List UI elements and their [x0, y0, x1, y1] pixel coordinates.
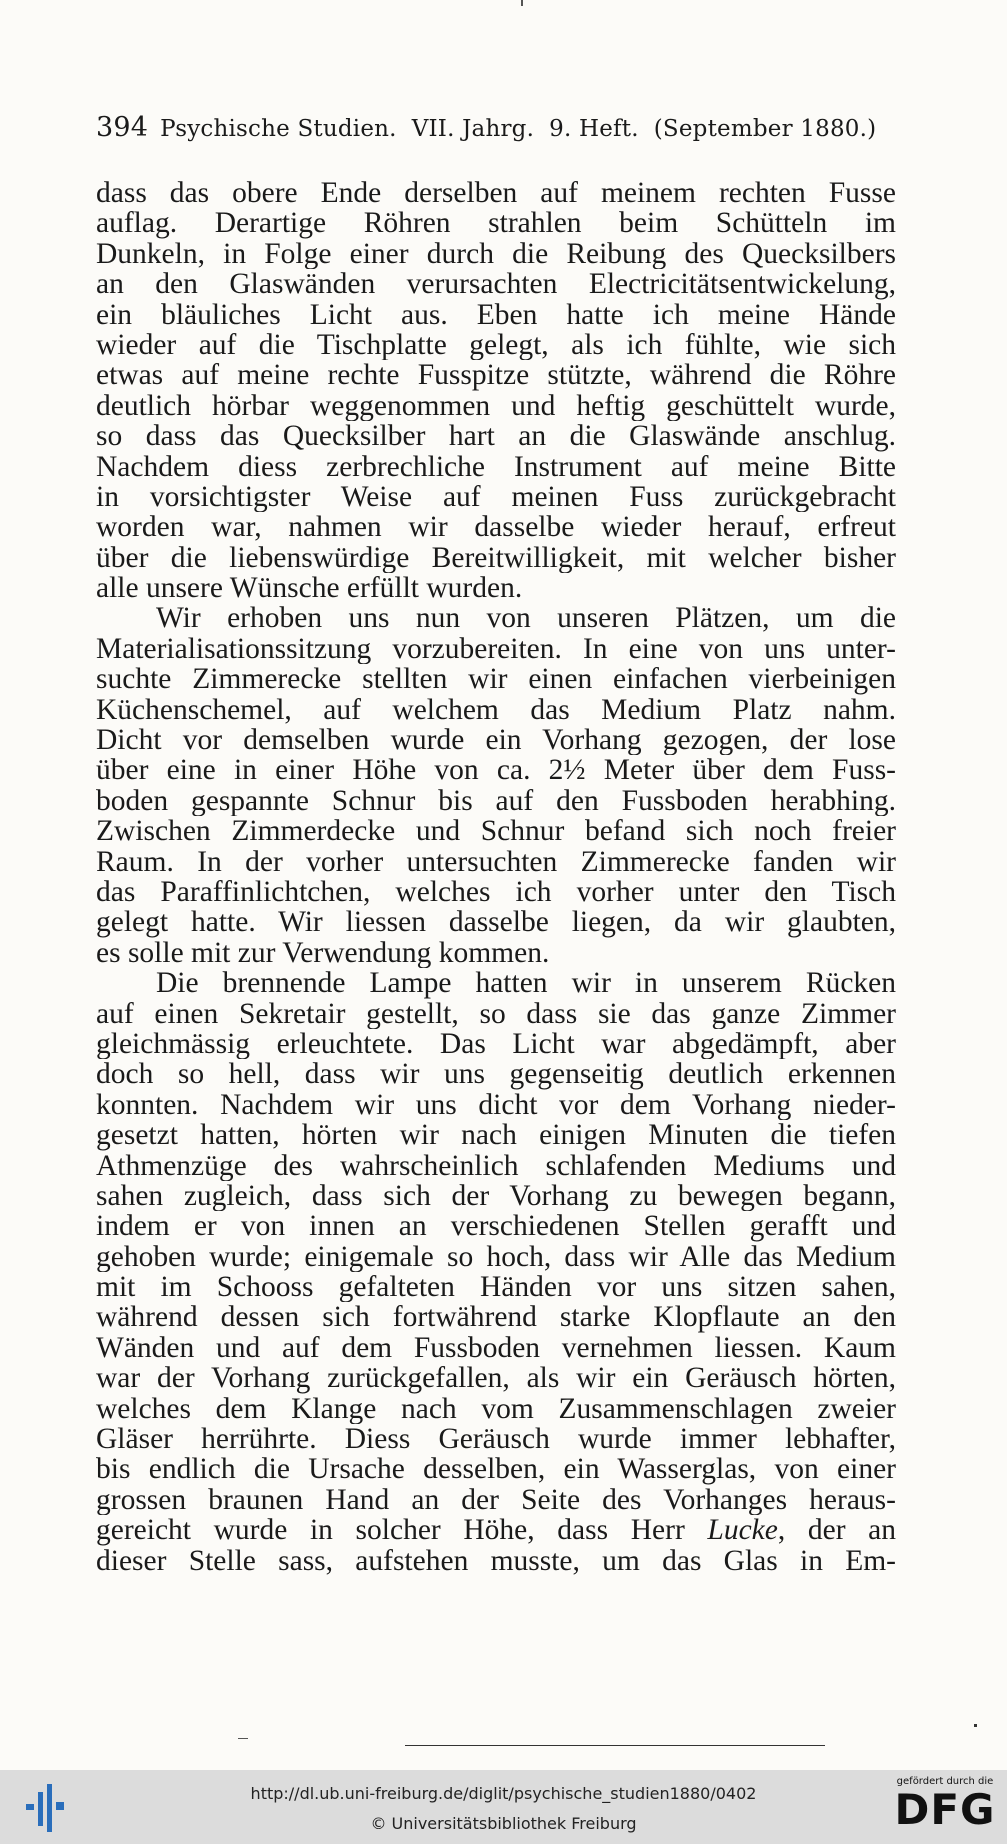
dfg-logo-text: DFG	[894, 1785, 996, 1834]
text-line: während dessen sich fortwährend starke Klopflaute an den	[96, 1302, 896, 1333]
text-line: über eine in einer Höhe von ca. 2½ Meter über dem Fuss-	[96, 755, 896, 786]
text-line: gelegt hatte. Wir liessen dasselbe liegen, da wir glaubten,	[96, 907, 896, 938]
text-line: dieser Stelle sass, aufstehen musste, um das Glas in Em-	[96, 1545, 896, 1576]
text-line: gleichmässig erleuchtete. Das Licht war abgedämpft, aber	[96, 1028, 896, 1060]
text-line: gesetzt hatten, hörten wir nach einigen Minuten die tiefen	[96, 1120, 896, 1151]
text-line: war der Vorhang zurückgefallen, als wir ein Geräusch hörten,	[96, 1363, 896, 1394]
page-number: 394	[96, 112, 149, 143]
scan-mark	[521, 0, 523, 6]
footer-dash	[238, 1738, 248, 1739]
text-line: bis endlich die Ursache desselben, ein Wasserglas, von einer	[96, 1454, 896, 1485]
text-line: Wir erhoben uns nun von unseren Plätzen, um die	[156, 603, 896, 634]
running-title: Psychische Studien. VII. Jahrg. 9. Heft. (September 1880.)	[160, 116, 877, 142]
footer-rule	[405, 1745, 825, 1746]
text-line: Nachdem diess zerbrechliche Instrument auf meine Bitte	[96, 451, 896, 482]
text-line: an den Glaswänden verursachten Electricitätsentwickelung,	[96, 269, 896, 300]
text-line: suchte Zimmerecke stellten wir einen einfachen vierbeinigen	[96, 664, 896, 695]
text-line: Raum. In der vorher untersuchten Zimmerecke fanden wir	[96, 846, 896, 877]
text-line: Die brennende Lampe hatten wir in unserem Rücken	[156, 968, 896, 999]
text-line: alle unsere Wünsche erfüllt wurden.	[96, 573, 523, 604]
text-line: auflag. Derartige Röhren strahlen beim Schütteln im	[96, 208, 896, 239]
text-line: wieder auf die Tischplatte gelegt, als ich fühlte, wie sich	[96, 329, 896, 361]
body-text	[96, 178, 896, 1576]
text-line: Dunkeln, in Folge einer durch die Reibung des Quecksilbers	[96, 238, 896, 270]
footer-dot	[974, 1724, 977, 1727]
text-line: Materialisationssitzung vorzubereiten. In eine von uns unter-	[96, 633, 896, 665]
copyright-notice: © Universitätsbibliothek Freiburg	[370, 1814, 637, 1833]
text-line: Wänden und auf dem Fussboden vernehmen liessen. Kaum	[96, 1332, 896, 1364]
text-line: über die liebenswürdige Bereitwilligkeit, mit welcher bisher	[96, 542, 896, 574]
text-line: gehoben wurde; einigemale so hoch, dass wir Alle das Medium	[96, 1241, 896, 1273]
text-line: Dicht vor demselben wurde ein Vorhang gezogen, der lose	[96, 725, 896, 756]
viewer-footer-bar	[0, 1770, 1007, 1844]
dfg-logo	[893, 1776, 997, 1840]
text-line: es solle mit zur Verwendung kommen.	[96, 937, 550, 969]
text-line: ein bläuliches Licht aus. Eben hatte ich meine Hände	[96, 299, 896, 330]
text-line: welches dem Klange nach vom Zusammenschlagen zweier	[96, 1393, 896, 1425]
text-line: deutlich hörbar weggenommen und heftig geschüttelt wurde,	[96, 390, 896, 422]
text-line: etwas auf meine rechte Fusspitze stützte, während die Röhre	[96, 360, 896, 391]
text-line: Zwischen Zimmerdecke und Schnur befand sich noch freier	[96, 816, 896, 847]
permalink-url[interactable]: http://dl.ub.uni-freiburg.de/diglit/psychische_studien1880/0402	[250, 1784, 757, 1803]
text-line: Athmenzüge des wahrscheinlich schlafenden Mediums und	[96, 1150, 896, 1181]
text-line: worden war, nahmen wir dasselbe wieder herauf, erfreut	[96, 512, 896, 543]
text-line: boden gespannte Schnur bis auf den Fussboden herabhing.	[96, 785, 896, 817]
text-line: dass das obere Ende derselben auf meinem rechten Fusse	[96, 178, 896, 209]
text-line: in vorsichtigster Weise auf meinen Fuss zurückgebracht	[96, 481, 896, 513]
text-line: auf einen Sekretair gestellt, so dass sie das ganze Zimmer	[96, 998, 896, 1029]
text-line: Küchenschemel, auf welchem das Medium Platz nahm.	[96, 694, 896, 726]
text-line: indem er von innen an verschiedenen Stellen gerafft und	[96, 1211, 896, 1242]
text-line: doch so hell, dass wir uns gegenseitig deutlich erkennen	[96, 1059, 896, 1090]
dfg-funding-label: gefördert durch die	[896, 1776, 994, 1787]
text-line: Gläser herrührte. Diess Geräusch wurde immer lebhafter,	[96, 1424, 896, 1455]
text-line: konnten. Nachdem wir uns dicht vor dem Vorhang nieder-	[96, 1089, 896, 1121]
text-line: das Paraffinlichtchen, welches ich vorher unter den Tisch	[96, 876, 896, 908]
text-line: grossen braunen Hand an der Seite des Vorhanges heraus-	[96, 1484, 896, 1516]
text-line: so dass das Quecksilber hart an die Glaswände anschlug.	[96, 421, 896, 452]
running-header	[96, 112, 896, 143]
text-line: gereicht wurde in solcher Höhe, dass Herr Lucke, der an	[96, 1515, 896, 1546]
text-line: sahen zugleich, dass sich der Vorhang zu bewegen begann,	[96, 1180, 896, 1212]
text-line: mit im Schooss gefalteten Händen vor uns sitzen sahen,	[96, 1272, 896, 1303]
